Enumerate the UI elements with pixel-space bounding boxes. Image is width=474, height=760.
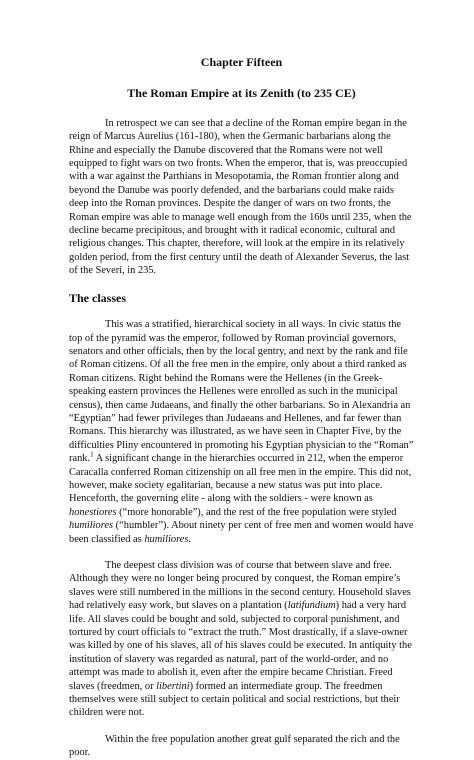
latin-term: libertini [156, 680, 190, 692]
latin-term: humiliores [69, 520, 114, 532]
footnote-marker: 1 [90, 450, 94, 459]
text-run: (“humbler”). About ninety per cent of free men and women would have been classified as [69, 520, 414, 545]
classes-paragraph [69, 318, 414, 546]
text-run: ) formed an intermediate group. The freedmen themselves were still subject to certain political and social restrictions, but their children were not. [69, 680, 400, 719]
chapter-title: The Roman Empire at its Zenith (to 235 CE) [127, 86, 356, 101]
latin-term: humiliores [144, 533, 189, 545]
latin-term: honestiores [69, 506, 117, 518]
slavery-paragraph [69, 559, 414, 720]
section-heading: The classes [69, 290, 126, 305]
text-run: (“more honorable”), and the rest of the free population were styled [116, 506, 397, 518]
free-population-paragraph: Within the free population another great gulf separated the rich and the poor. [69, 733, 400, 759]
intro-paragraph: In retrospect we can see that a decline of the Roman empire began in the reign of Marcus Aurelius (161-180), when the Germanic barbarians along the Rhine and especially the Danube discovered that the Romans were not well equipped to fight wars on two fronts. When the emperor, that is, was preoccupied with a war against the Parthians in Mesopotamia, the Roman frontier along and beyond the Danube was poorly defended, and the barbarians could make raids deep into the Roman provinces. Despite the danger of wars on two fronts, the Roman empire was able to manage well enough from the 160s until 235, when the decline became precipitous, and brought with it radical economic, cultural and religious changes. This chapter, therefore, will look at the empire in its relatively golden period, from the first century until the death of Alexander Severus, the last of the Severi, in 235. [69, 117, 412, 277]
chapter-heading: Chapter Fifteen [200, 55, 283, 69]
text-run: This was a stratified, hierarchical society in all ways. In civic status the top of the pyramid was the emperor, followed by Roman provincial governors, senators and other officials, then by the local gentry, and next by the rank and file of Roman citizens. Of all the free men in the empire, only about a third ranked as Roman citizens. Right behind the Romans were the Hellenes (in the Greek-speaking eastern provinces the Hellenes were enrolled as such in the municipal census), then came Judaeans, and finally the other barbarians. So in Alexandria an “Egyptian” had fewer privileges than Judaeans and Hellenes, and far fewer than Romans. This hierarchy was illustrated, as we have seen in Chapter Five, by the difficulties Pliny encountered in promoting his Egyptian physician to the “Roman” rank. [69, 319, 414, 465]
text-run: ) had a very hard life. All slaves could be bought and sold, subjected to corporal punishment, and tortured by court officials to “extract the truth.” Most drastically, if a slave-owner was killed by one of his slaves, all of his slaves could be executed. In antiquity the institution of slavery was regarded as natural, part of the world-order, and no attempt was made to abolish it, even after the empire became Christian. Freed slaves (freedmen, or [69, 600, 412, 692]
text-run: The deepest class division was of course that between slave and free. Although they were no longer being procured by conquest, the Roman empire’s slaves were still numbered in the millions in the second century. Household slaves had relatively easy work, but slaves on a plantation ( [69, 560, 411, 612]
latin-term: latifundium [287, 600, 336, 612]
text-run: A significant change in the hierarchies occurred in 212, when the emperor Caracalla conferred Roman citizenship on all free men in the empire. This did not, however, make society egalitarian, because a new status was put into place. Henceforth, the governing elite - along with the soldiers - were known as [69, 453, 412, 505]
text-run: . [188, 533, 191, 545]
